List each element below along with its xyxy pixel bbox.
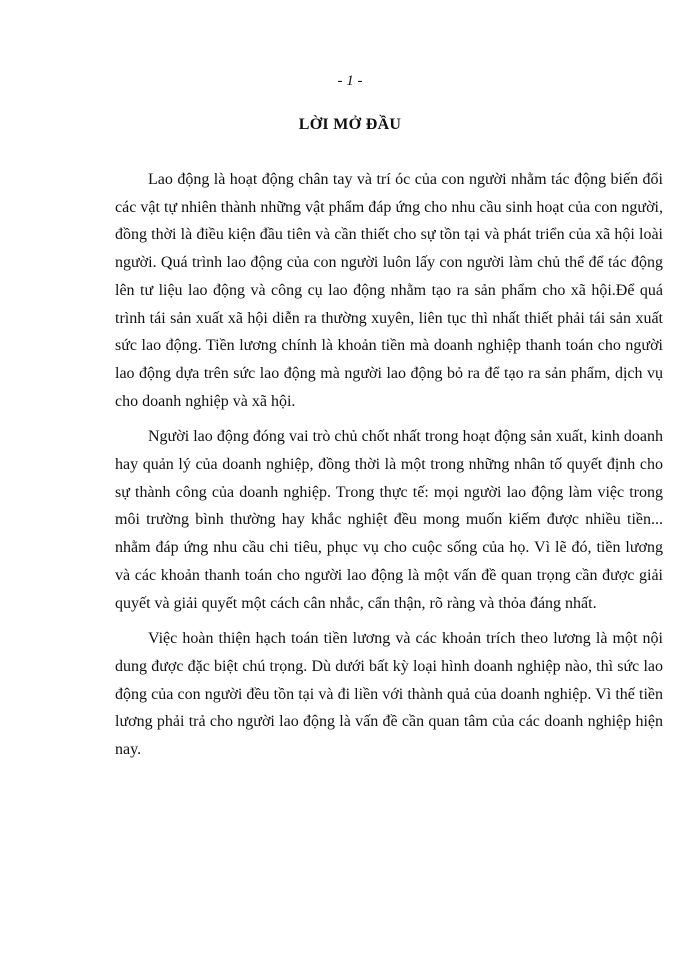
- paragraph-3: Việc hoàn thiện hạch toán tiền lương và các khoản trích theo lương là một nội dung được đặc biệt chú trọng. Dù dưới bất kỳ loại hình doanh nghiệp nào, thì sức lao động của con người đều tồn tại và đi liền với thành quả của doanh nghiệp. Vì thế tiền lương phải trả cho người lao động là vấn đề cần quan tâm của các doanh nghiệp hiện nay.: [115, 630, 663, 759]
- paragraph-1: Lao động là hoạt động chân tay và trí óc của con người nhằm tác động biến đổi các vật tự nhiên thành những vật phẩm đáp ứng cho nhu cầu sinh hoạt của con người, đồng thời là điều kiện đầu tiên và cần thiết cho sự tồn tại và phát triển của xã hội loài người. Quá trình lao động của con người luôn lấy con người làm chủ thể để tác động lên tư liệu lao động và công cụ lao động nhằm tạo ra sản phẩm cho xã hội.Để quá trình tái sản xuất xã hội diễn ra thường xuyên, liên tục thì nhất thiết phải tái sản xuất sức lao động. Tiền lương chính là khoản tiền mà doanh nghiệp thanh toán cho người lao động dựa trên sức lao động mà người lao động bỏ ra để tạo ra sản phẩm, dịch vụ cho doanh nghiệp và xã hội.: [115, 171, 663, 410]
- page-number: - 1 -: [337, 73, 363, 89]
- body-text: [115, 166, 663, 772]
- page-title: LỜI MỞ ĐẦU: [298, 116, 402, 133]
- paragraph-2: Người lao động đóng vai trò chủ chốt nhất trong hoạt động sản xuất, kinh doanh hay quản lý của doanh nghiệp, đồng thời là một trong những nhân tố quyết định cho sự thành công của doanh nghiệp. Trong thực tế: mọi người lao động làm việc trong môi trường bình thường hay khắc nghiệt đều mong muốn kiếm được nhiều tiền... nhằm đáp ứng nhu cầu chi tiêu, phục vụ cho cuộc sống của họ. Vì lẽ đó, tiền lương và các khoản thanh toán cho người lao động là một vấn đề quan trọng cần được giải quyết và giải quyết một cách cân nhắc, cẩn thận, rõ ràng và thỏa đáng nhất.: [115, 428, 663, 612]
